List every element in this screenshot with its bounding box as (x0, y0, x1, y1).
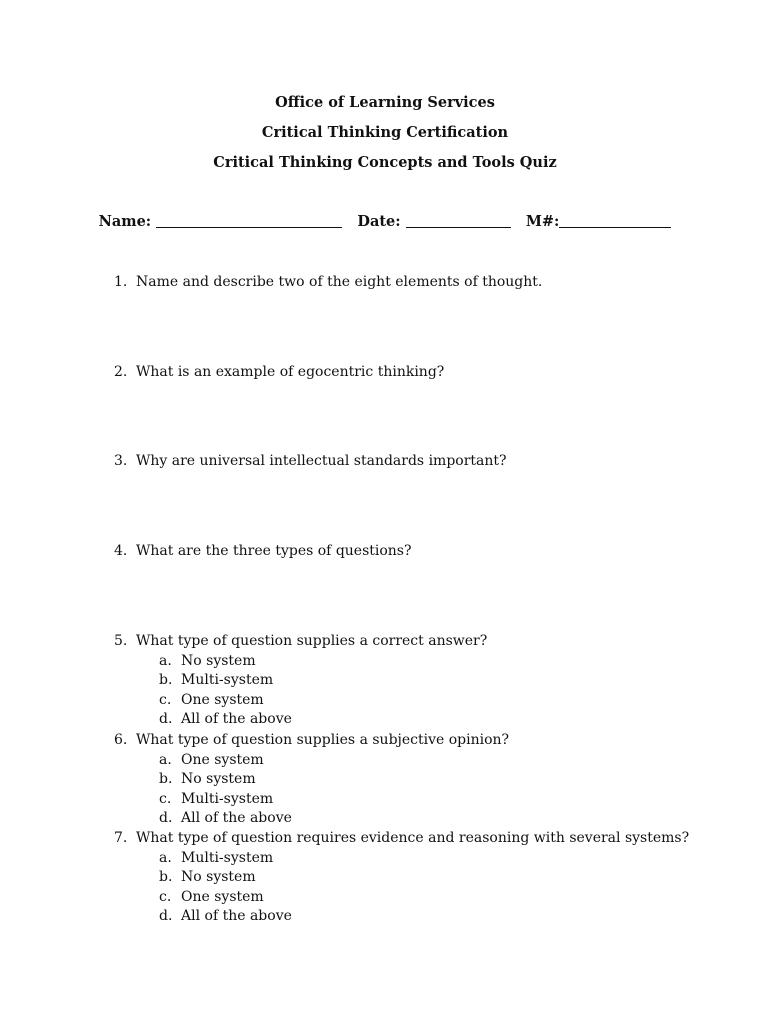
option-text: No system (181, 869, 256, 886)
option-text: All of the above (181, 711, 292, 728)
option-letter: d. (159, 711, 173, 728)
answer-option (114, 888, 689, 908)
answer-option (114, 691, 487, 711)
option-text: No system (181, 652, 256, 669)
option-text: No system (181, 771, 256, 788)
quiz-title: Critical Thinking Concepts and Tools Quiz (213, 154, 557, 171)
answer-option (114, 751, 509, 771)
option-letter: c. (159, 888, 172, 905)
question-2 (114, 363, 444, 383)
question-number: 5. (114, 633, 128, 649)
question-number: 1. (114, 274, 128, 290)
option-letter: b. (159, 869, 173, 886)
question-number: 2. (114, 364, 128, 380)
option-text: One system (181, 691, 264, 708)
student-info-fields (0, 213, 770, 230)
option-text: All of the above (181, 908, 292, 925)
question-text: Name and describe two of the eight elements of thought. (136, 274, 543, 290)
answer-option (114, 770, 509, 790)
date-blank (406, 213, 511, 228)
question-3 (114, 452, 507, 472)
answer-option (114, 907, 689, 927)
m-number-blank (559, 213, 671, 228)
option-letter: c. (159, 790, 172, 807)
document-header (0, 93, 770, 183)
answer-option (114, 849, 689, 869)
question-text: What type of question supplies a subjective opinion? (136, 732, 510, 748)
option-letter: a. (159, 849, 172, 866)
answer-option (114, 809, 509, 829)
question-6 (114, 731, 509, 829)
option-text: Multi-system (181, 672, 274, 689)
name-label: Name: (98, 213, 152, 230)
option-letter: b. (159, 672, 173, 689)
answer-option (114, 710, 487, 730)
question-7 (114, 829, 689, 927)
option-text: One system (181, 751, 264, 768)
answer-option (114, 671, 487, 691)
question-5 (114, 632, 487, 730)
question-text: What type of question requires evidence and reasoning with several systems? (136, 830, 690, 846)
option-letter: c. (159, 691, 172, 708)
option-letter: d. (159, 810, 173, 827)
option-text: Multi-system (181, 790, 274, 807)
answer-option (114, 790, 509, 810)
certification-title: Critical Thinking Certification (261, 124, 509, 141)
option-letter: a. (159, 751, 172, 768)
option-letter: a. (159, 652, 172, 669)
question-text: What is an example of egocentric thinking? (136, 364, 445, 380)
question-number: 7. (114, 830, 128, 846)
option-letter: d. (159, 908, 173, 925)
date-label: Date: (357, 213, 401, 230)
question-text: Why are universal intellectual standards important? (136, 453, 507, 469)
answer-option (114, 652, 487, 672)
answer-option (114, 868, 689, 888)
option-text: All of the above (181, 810, 292, 827)
question-text: What type of question supplies a correct answer? (136, 633, 488, 649)
option-text: One system (181, 888, 264, 905)
answer-options (114, 652, 487, 730)
office-title: Office of Learning Services (275, 94, 495, 111)
answer-options (114, 751, 509, 829)
question-4 (114, 542, 412, 562)
option-text: Multi-system (181, 849, 274, 866)
answer-options (114, 849, 689, 927)
question-1 (114, 273, 542, 293)
question-number: 6. (114, 732, 128, 748)
name-blank (156, 213, 342, 228)
question-number: 4. (114, 543, 128, 559)
option-letter: b. (159, 771, 173, 788)
m-number-label: M#: (525, 213, 560, 230)
question-text: What are the three types of questions? (136, 543, 412, 559)
question-number: 3. (114, 453, 128, 469)
